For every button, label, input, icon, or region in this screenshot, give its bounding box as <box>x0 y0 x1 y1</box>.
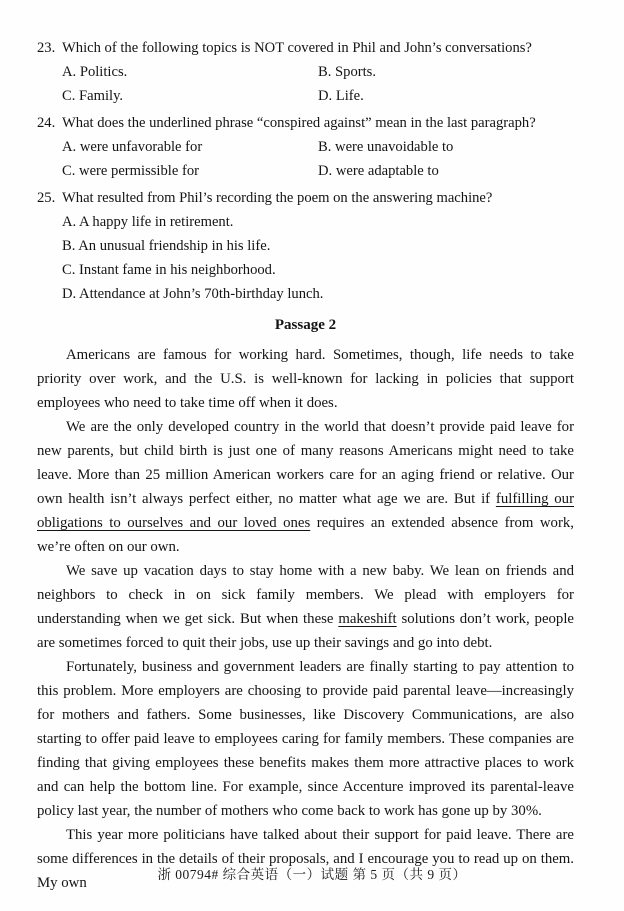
question-text: What does the underlined phrase “conspired against” mean in the last paragraph? <box>62 115 536 131</box>
text-segment: requires an extended absence from work, we’re often on our own. <box>37 515 574 555</box>
text-segment: This year more politicians have talked about their support for paid leave. There are some differences in the details of their proposals, and I encourage you to read up on them. My own <box>37 827 574 891</box>
question-number: 23. <box>37 40 56 56</box>
question-line <box>37 186 574 210</box>
option-a: A. Politics. <box>62 64 128 80</box>
text-segment: Fortunately, business and government leaders are finally starting to pay attention to this problem. More employers are choosing to provide paid parental leave—increasingly for mothers and fathers. Some businesses, like Discovery Communications, are also starting to offer paid leave to employees caring for family members. These companies are finding that giving employees these benefits makes them more attractive places to work and can help the bottom line. For example, since Accenture improved its parental-leave policy last year, the number of mothers who come back to work has gone up by 30%. <box>37 659 574 819</box>
question-24 <box>37 111 574 183</box>
option-d: D. were adaptable to <box>318 163 439 179</box>
text-segment: solutions don’t work, people are sometimes forced to quit their jobs, use up their savings and go into debt. <box>37 611 574 651</box>
passage-paragraph-4 <box>37 655 574 823</box>
question-25 <box>37 186 574 306</box>
passage-paragraph-1 <box>37 343 574 415</box>
question-number: 24. <box>37 115 56 131</box>
question-23-options <box>62 60 574 108</box>
text-segment: We save up vacation days to stay home with a new baby. We lean on friends and neighbors to check in on sick family members. We plead with employers for understanding when we get sick. But when these <box>37 563 574 627</box>
passage-paragraph-5 <box>37 823 574 895</box>
option-c: C. were permissible for <box>62 163 199 179</box>
option-d: D. Attendance at John’s 70th-birthday lunch. <box>62 286 324 302</box>
option-d: D. Life. <box>318 88 364 104</box>
question-24-options <box>62 135 574 183</box>
option-a: A. were unfavorable for <box>62 139 203 155</box>
question-text: Which of the following topics is NOT covered in Phil and John’s conversations? <box>62 40 532 56</box>
underlined-phrase: makeshift <box>338 611 397 627</box>
passage-paragraph-3 <box>37 559 574 655</box>
option-c: C. Family. <box>62 88 124 104</box>
option-b: B. Sports. <box>318 64 376 80</box>
question-25-options <box>62 210 574 306</box>
question-text: What resulted from Phil’s recording the poem on the answering machine? <box>62 190 493 206</box>
page-footer: 浙 00794# 综合英语（一）试题 第 5 页（共 9 页） <box>157 867 467 882</box>
option-b: B. An unusual friendship in his life. <box>62 238 271 254</box>
underlined-phrase: fulfilling our obligations to ourselves and our loved ones <box>37 491 575 531</box>
text-segment: Americans are famous for working hard. Sometimes, though, life needs to take priority over work, and the U.S. is well-known for lacking in policies that support employees who need to take time off when it does. <box>37 347 574 411</box>
passage-paragraph-2 <box>37 415 574 559</box>
text-segment: We are the only developed country in the world that doesn’t provide paid leave for new parents, but child birth is just one of many reasons Americans might need to take leave. More than 25 million American workers care for an aging friend or relative. Our own health isn’t always perfect either, no matter what age we are. But if <box>37 419 574 507</box>
question-number: 25. <box>37 190 56 206</box>
option-b: B. were unavoidable to <box>318 139 454 155</box>
question-line <box>37 111 574 135</box>
passage-body <box>37 343 574 895</box>
question-23 <box>37 36 574 108</box>
passage-title: Passage 2 <box>274 317 337 333</box>
question-line <box>37 36 574 60</box>
questions-section <box>37 36 574 306</box>
option-c: C. Instant fame in his neighborhood. <box>62 262 276 278</box>
option-a: A. A happy life in retirement. <box>62 214 234 230</box>
